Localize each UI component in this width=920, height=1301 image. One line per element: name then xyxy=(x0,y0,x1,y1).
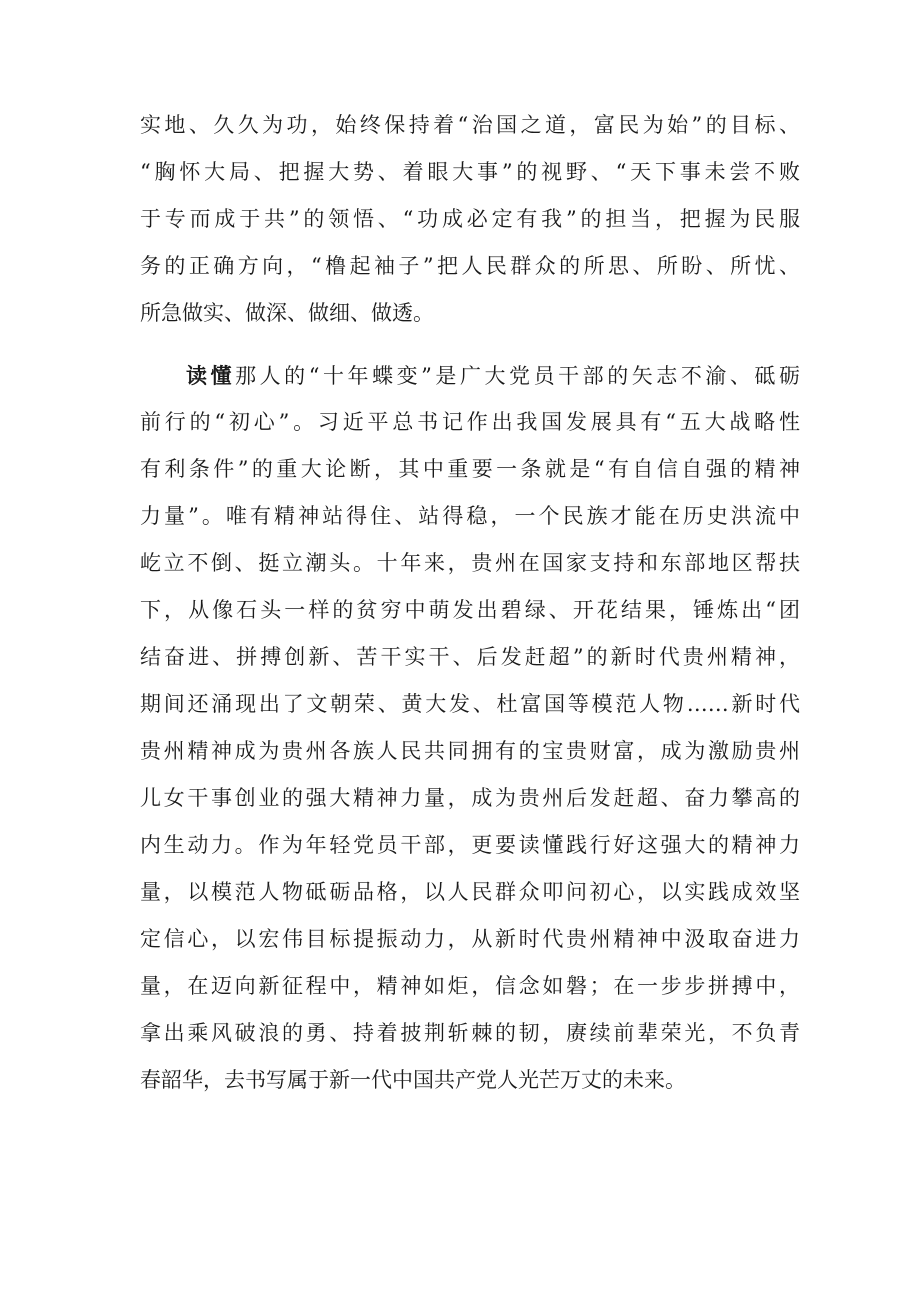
paragraph-2-line: 贵州精神成为贵州各族人民共同拥有的宝贵财富，成为激励贵州 xyxy=(140,739,800,763)
paragraph-2-line: 力量”。唯有精神站得住、站得稳，一个民族才能在历史洪流中 xyxy=(140,504,800,528)
paragraph-1-line: 务的正确方向，“橹起袖子”把人民群众的所思、所盼、所忧、 xyxy=(140,254,800,278)
paragraph-1-line: 于专而成于共”的领悟、“功成必定有我”的担当，把握为民服 xyxy=(140,207,800,231)
paragraph-2-first-line xyxy=(140,352,800,399)
paragraph-2-line: 前行的“初心”。习近平总书记作出我国发展具有“五大战略性 xyxy=(140,410,800,434)
paragraph-2-line: 有利条件”的重大论断，其中重要一条就是“有自信自强的精神 xyxy=(140,457,800,481)
paragraph-1 xyxy=(140,102,800,337)
paragraph-2-line: 下，从像石头一样的贫穷中萌发出碧绿、开花结果，锤炼出“团 xyxy=(140,598,800,622)
first-line-rest: 那人的“十年蝶变”是广大党员干部的矢志不渝、砥砺 xyxy=(235,364,800,388)
paragraph-2-line: 内生动力。作为年轻党员干部，更要读懂践行好这强大的精神力 xyxy=(140,833,800,857)
paragraph-2-line: 屹立不倒、挺立潮头。十年来，贵州在国家支持和东部地区帮扶 xyxy=(140,551,800,575)
paragraph-2-line: 结奋进、拼搏创新、苦干实干、后发赶超”的新时代贵州精神， xyxy=(140,645,800,669)
paragraph-1-line: “胸怀大局、把握大势、着眼大事”的视野、“天下事未尝不败 xyxy=(140,160,800,184)
paragraph-2-line: 拿出乘风破浪的勇、持着披荆斩棘的韧，赓续前辈荣光，不负青 xyxy=(140,1021,800,1045)
paragraph-2-line: 量，在迈向新征程中，精神如炬，信念如磐；在一步步拼搏中， xyxy=(140,974,800,998)
paragraph-2-line: 儿女干事创业的强大精神力量，成为贵州后发赶超、奋力攀高的 xyxy=(140,786,800,810)
paragraph-2 xyxy=(140,352,800,1104)
paragraph-2-line: 定信心，以宏伟目标提振动力，从新时代贵州精神中汲取奋进力 xyxy=(140,927,800,951)
paragraph-2-line: 量，以模范人物砥砺品格，以人民群众叩问初心，以实践成效坚 xyxy=(140,880,800,904)
lead-bold-text: 读懂 xyxy=(186,363,236,388)
paragraph-2-line: 期间还涌现出了文朝荣、黄大发、杜富国等模范人物……新时代 xyxy=(140,692,800,716)
paragraph-2-last-line: 春韶华，去书写属于新一代中国共产党人光芒万丈的未来。 xyxy=(140,1068,686,1092)
paragraph-1-line: 所急做实、做深、做细、做透。 xyxy=(140,301,434,325)
paragraph-1-line: 实地、久久为功，始终保持着“治国之道，富民为始”的目标、 xyxy=(140,113,800,137)
